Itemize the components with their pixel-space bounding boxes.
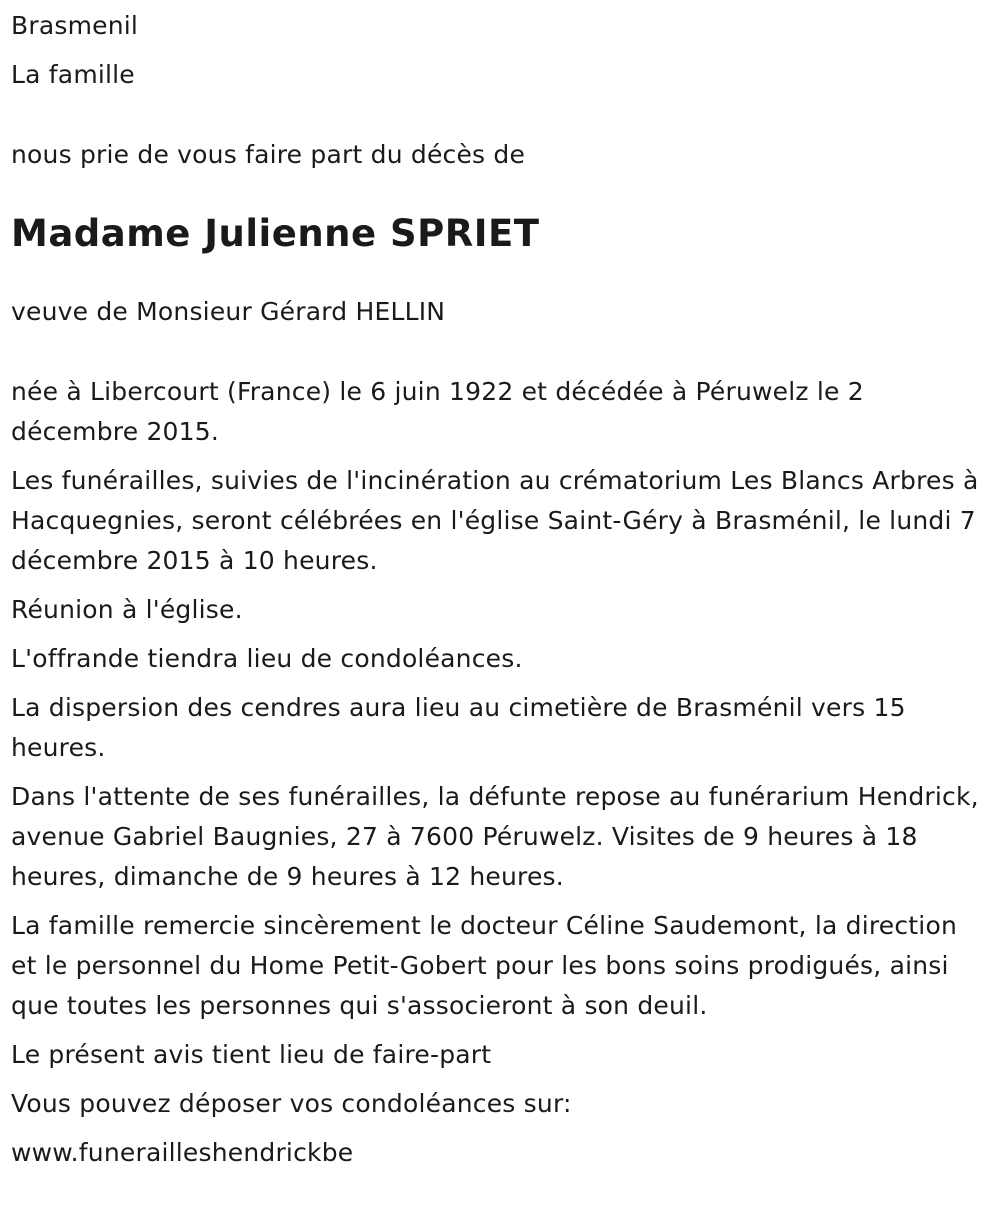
dispersion-paragraph: La dispersion des cendres aura lieu au cimetière de Brasménil vers 15 heures.	[11, 693, 906, 762]
website-link[interactable]: www.funerailleshendrickbe	[11, 1138, 354, 1167]
faire-part-line: Le présent avis tient lieu de faire-part	[11, 1040, 492, 1069]
visits-paragraph: Dans l'attente de ses funérailles, la défunte repose au funérarium Hendrick, avenue Gabriel Baugnies, 27 à 7600 Péruwelz. Visites de 9 heures à 18 heures, dimanche de 9 heures à 12 heures.	[11, 782, 979, 891]
condolences-line: Vous pouvez déposer vos condoléances sur:	[11, 1089, 572, 1118]
death-notice	[0, 6, 1000, 1206]
family-line: La famille	[11, 60, 135, 89]
funeral-paragraph: Les funérailles, suivies de l'incinération au crématorium Les Blancs Arbres à Hacquegnies, seront célébrées en l'église Saint-Géry à Brasménil, le lundi 7 décembre 2015 à 10 heures.	[11, 466, 979, 575]
spouse-line: veuve de Monsieur Gérard HELLIN	[11, 297, 446, 326]
intro-line: nous prie de vous faire part du décès de	[11, 140, 526, 169]
deceased-name: Madame Julienne SPRIET	[11, 212, 540, 255]
place-name: Brasmenil	[11, 11, 139, 40]
thanks-paragraph: La famille remercie sincèrement le docteur Céline Saudemont, la direction et le personnel du Home Petit-Gobert pour les bons soins prodigués, ainsi que toutes les personnes qui s'associeront à son deuil.	[11, 911, 957, 1020]
offering-line: L'offrande tiendra lieu de condoléances.	[11, 644, 523, 673]
meeting-line: Réunion à l'église.	[11, 595, 243, 624]
birth-death-paragraph: née à Libercourt (France) le 6 juin 1922 et décédée à Péruwelz le 2 décembre 2015.	[11, 377, 864, 446]
